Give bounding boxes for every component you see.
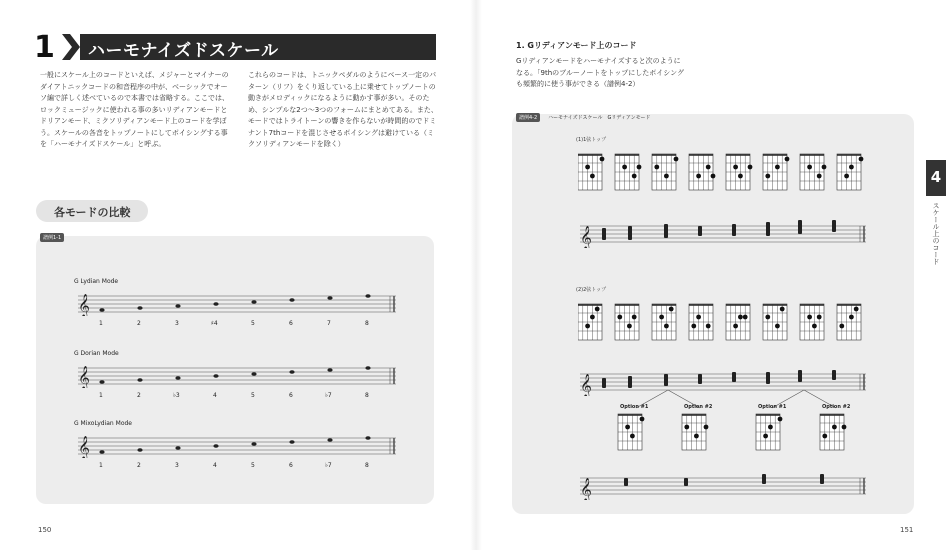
degree-label: 4	[213, 392, 217, 399]
degree-label: ♭3	[173, 392, 180, 399]
group2-label: (2)2弦トップ	[576, 287, 607, 293]
svg-text:𝄞: 𝄞	[580, 477, 592, 500]
chord-diagram-row-1	[578, 150, 868, 196]
degree-label: 2	[137, 462, 141, 469]
staff-chords-row-1	[576, 220, 876, 248]
panel-tag: 譜例1-1	[40, 233, 64, 242]
svg-text:𝄞: 𝄞	[78, 365, 90, 388]
intro-text: Gリディアンモードをハーモナイズすると次のようになる。「9thのブルーノートをトップにしたボイシングも頻繁的に使う事ができる（譜例4-2）	[516, 57, 684, 88]
degree-label: 6	[289, 320, 293, 327]
svg-text:𝄞: 𝄞	[580, 225, 592, 248]
chord-diagram-row-2	[578, 300, 868, 346]
degree-label: ♭7	[325, 392, 332, 399]
degree-label: 4	[213, 462, 217, 469]
side-chapter-text: スケール上のコード	[932, 202, 940, 265]
degree-label: 8	[365, 462, 369, 469]
degree-label: 8	[365, 320, 369, 327]
degree-label: 2	[137, 392, 141, 399]
degree-label: 6	[289, 462, 293, 469]
chapter-tab-number: 4	[930, 168, 942, 186]
degree-label: 5	[251, 320, 255, 327]
degree-label: 3	[175, 462, 179, 469]
panel-title: ハーモナイズドスケール Gリディアンモード	[548, 115, 651, 121]
body-text-col2: これらのコードは、トニックペダルのようにベース一定のパターン（リフ）をくり返している上に乗せてトップノートの動きがメロディックになるように動かす事が多い。そのため、シンプルな2つ〜3つのフォームにまとめてある。また、モードではトライトーンの響きを作らないが時間的のでドミナント7thコードを混じさせるボイシングは避けている（ミクソリディアンモードを除く）	[248, 71, 438, 148]
section-heading-pill	[36, 200, 148, 222]
sub-heading: 1. Gリディアンモード上のコード	[516, 41, 637, 50]
body-text-col1: 一般にスケール上のコードといえば、メジャーとマイナーのダイアトニックコードの和音程序の中が、ベーシックでオーソ編で詳しく述べているので本書では省略する。ここでは、ロックミュージックに使われる事の多いリディアンモードとドリアンモード、ミクソリディアンモード上のコードを学ぼう。スケールの各音をトップノートにしてボイシングする事を「ハーモナイズドスケール」と呼ぶ。	[40, 71, 229, 148]
group1-label: (1)1弦トップ	[576, 137, 607, 143]
chapter-number: 1	[34, 30, 55, 65]
section-heading: 各モードの比較	[54, 206, 131, 219]
degree-label: 1	[99, 462, 103, 469]
staff-dorian	[72, 364, 402, 388]
panel-tag-right: 譜例4-2	[516, 113, 540, 122]
chevron-icon	[62, 34, 82, 60]
degree-label: 1	[99, 392, 103, 399]
staff-mixolydian	[72, 434, 402, 458]
option-label: Option #2	[822, 404, 851, 410]
degree-label: 5	[251, 462, 255, 469]
degree-label: 7	[327, 320, 331, 327]
option-chord-diagrams	[612, 412, 862, 454]
page-number-right: 151	[900, 526, 914, 534]
chapter-tab	[926, 160, 946, 196]
degree-label: 5	[251, 392, 255, 399]
degree-label: 8	[365, 392, 369, 399]
degree-label: 3	[175, 320, 179, 327]
option-label: Option #2	[684, 404, 713, 410]
svg-text:𝄞: 𝄞	[78, 293, 90, 316]
option-label: Option #1	[620, 404, 649, 410]
degree-label: 1	[99, 320, 103, 327]
svg-text:𝄞: 𝄞	[580, 373, 592, 396]
staff-options	[576, 472, 876, 500]
page-gutter	[470, 0, 482, 550]
degree-label: ♯4	[211, 320, 218, 327]
page-number-left: 150	[38, 526, 52, 534]
mode-label-dorian: G Dorian Mode	[74, 350, 119, 357]
staff-lydian	[72, 292, 402, 316]
degree-label: ♭7	[325, 462, 332, 469]
degree-label: 2	[137, 320, 141, 327]
mode-label-lydian: G Lydian Mode	[74, 278, 119, 285]
option-label: Option #1	[758, 404, 787, 410]
degree-label: 6	[289, 392, 293, 399]
svg-text:𝄞: 𝄞	[78, 435, 90, 458]
mode-label-mixolydian: G MixoLydian Mode	[74, 420, 132, 427]
chapter-title: ハーモナイズドスケール	[88, 41, 279, 61]
